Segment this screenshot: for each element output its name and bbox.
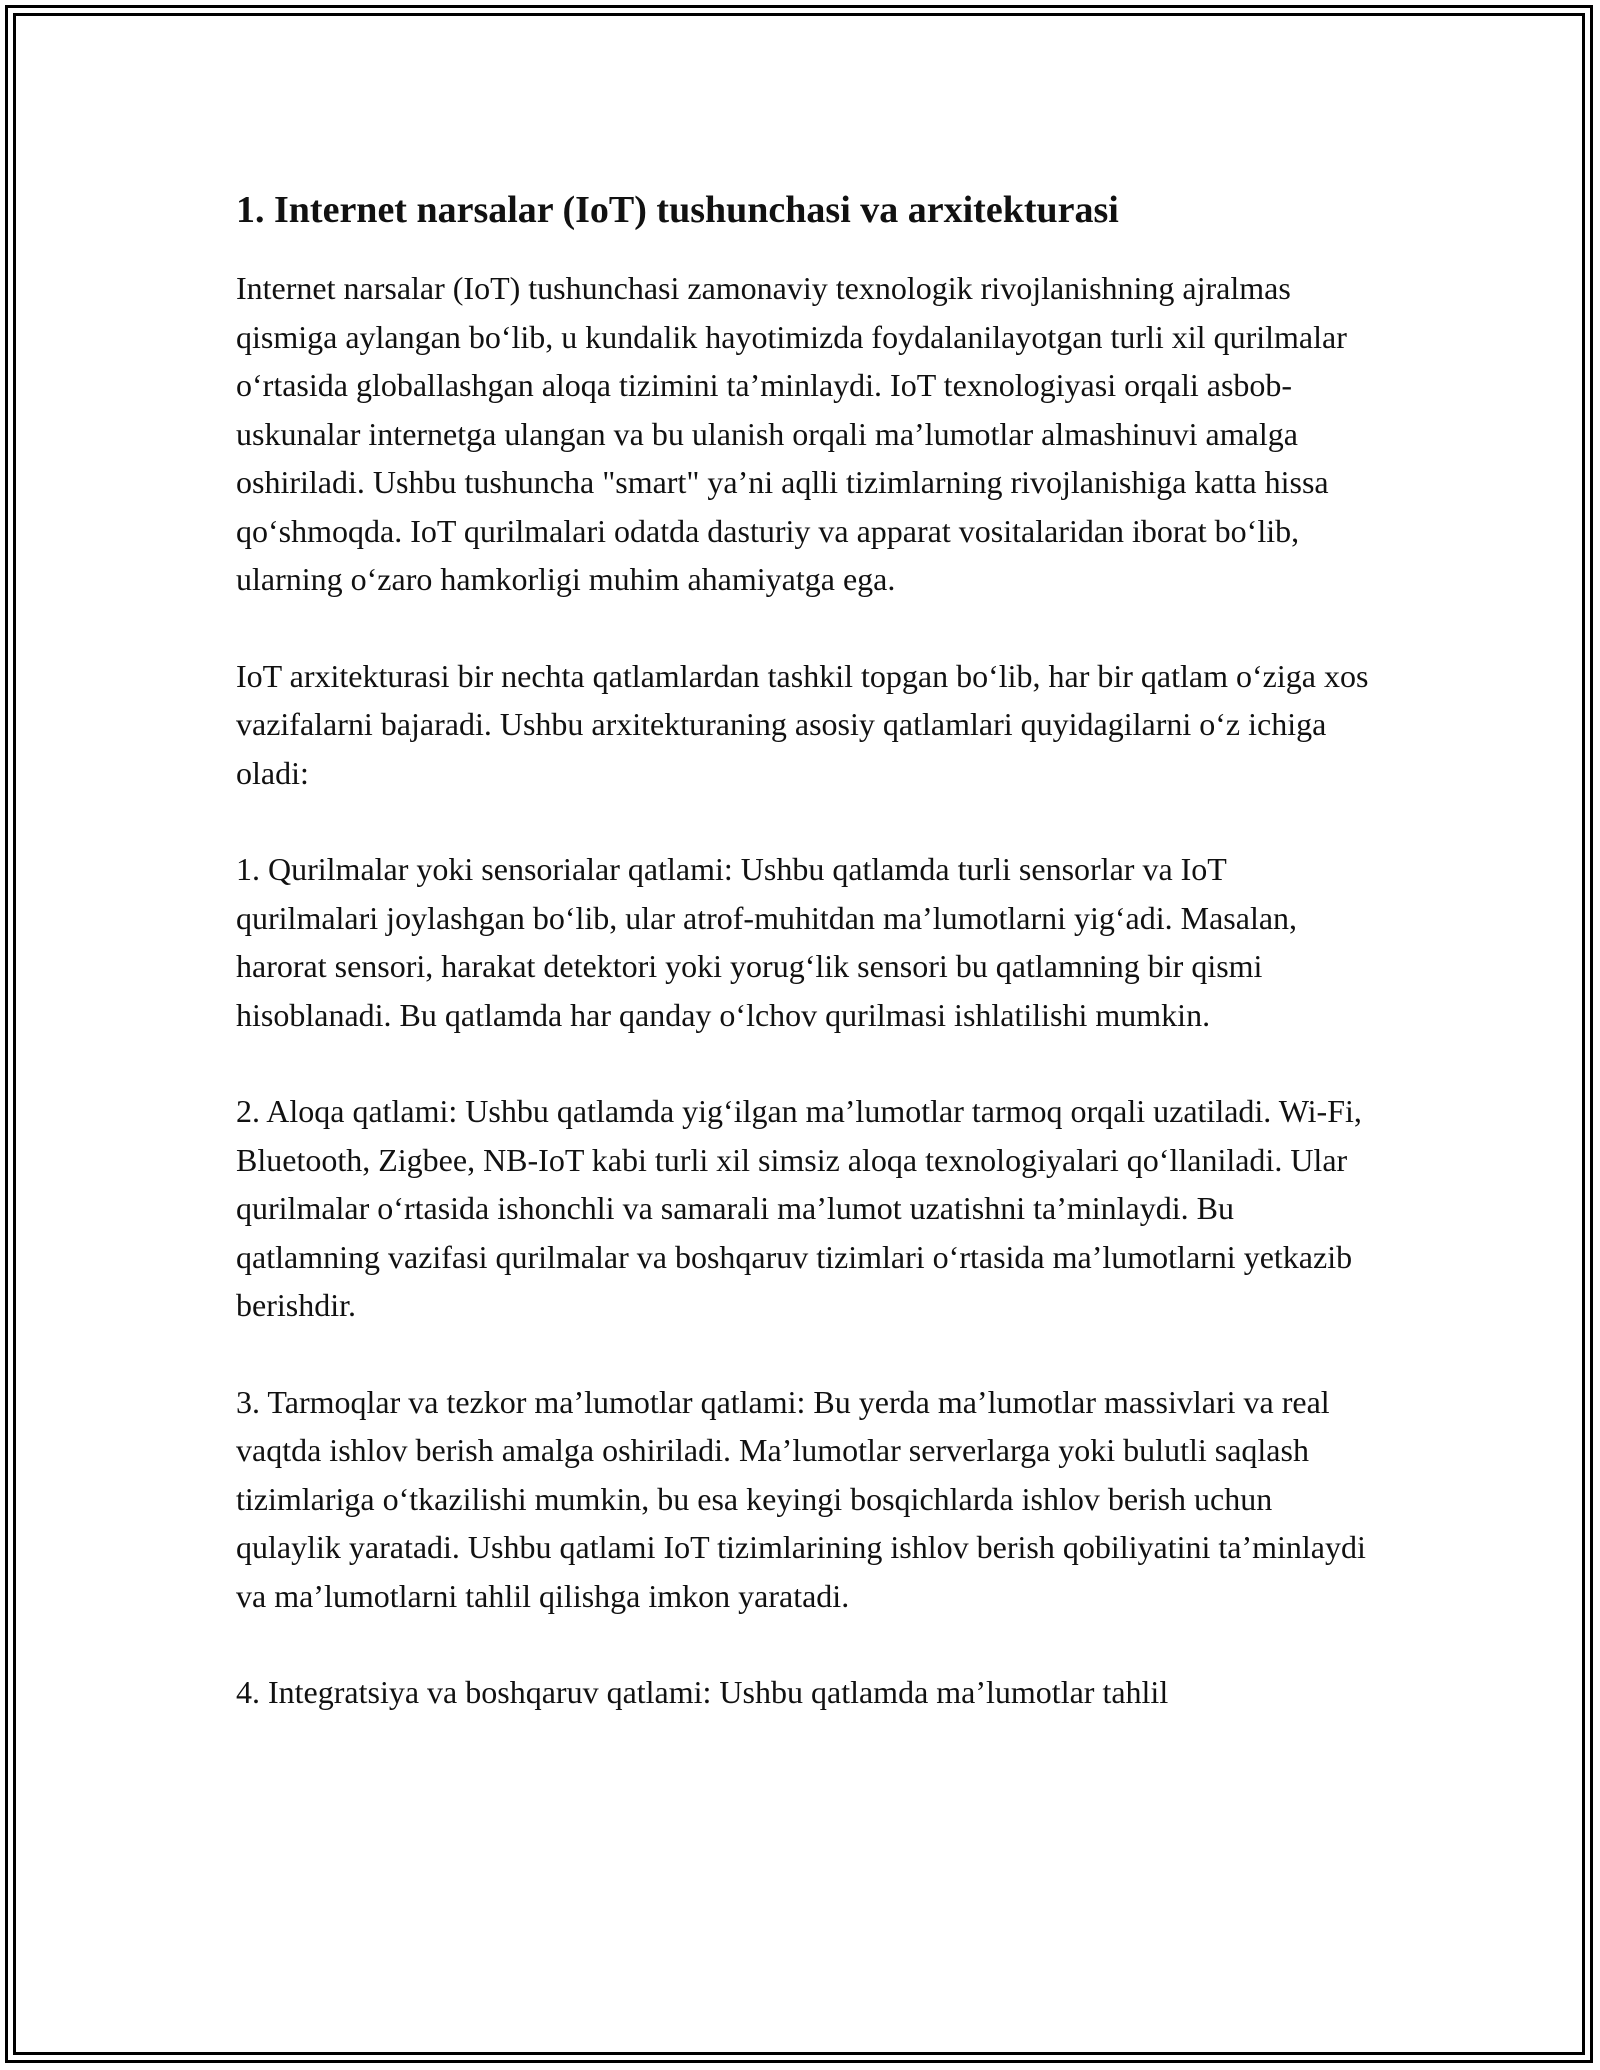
section-heading: 1. Internet narsalar (IoT) tushunchasi va arxitekturasi [236,189,1119,231]
paragraph-layer-communication: 2. Aloqa qatlami: Ushbu qatlamda yig‘ilgan ma’lumotlar tarmoq orqali uzatiladi. Wi-Fi, Bluetooth, Zigbee, NB-IoT kabi turli xil simsiz aloqa texnologiyalari qo‘llaniladi. Ular qurilmalar o‘rtasida ishonchli va samarali ma’lumot uzatishni ta’minlaydi. Bu qatlamning vazifasi qurilmalar va boshqaruv tizimlari o‘rtasida ma’lumotlarni yetkazib berishdir. [236,1093,1362,1323]
paragraph-layer-integration: 4. Integratsiya va boshqaruv qatlami: Ushbu qatlamda ma’lumotlar tahlil [236,1674,1169,1710]
paragraph-iot-concept: Internet narsalar (IoT) tushunchasi zamonaviy texnologik rivojlanishning ajralmas qismiga aylangan bo‘lib, u kundalik hayotimizda foydalanilayotgan turli xil qurilmalar o‘rtasida globallashgan aloqa tizimini ta’minlaydi. IoT texnologiyasi orqali asbob-uskunalar internetga ulangan va bu ulanish orqali ma’lumotlar almashinuvi amalga oshiriladi. Ushbu tushuncha "smart" ya’ni aqlli tizimlarning rivojlanishiga katta hissa qo‘shmoqda. IoT qurilmalari odatda dasturiy va apparat vositalaridan iborat bo‘lib, ularning o‘zaro hamkorligi muhim ahamiyatga ega. [236,270,1347,597]
paragraph-layer-devices: 1. Qurilmalar yoki sensorialar qatlami: Ushbu qatlamda turli sensorlar va IoT qurilmalari joylashgan bo‘lib, ular atrof-muhitdan ma’lumotlarni yig‘adi. Masalan, harorat sensori, harakat detektori yoki yorug‘lik sensori bu qatlamning bir qismi hisoblanadi. Bu qatlamda har qanday o‘lchov qurilmasi ishlatilishi mumkin. [236,851,1298,1033]
paragraph-layer-network-data: 3. Tarmoqlar va tezkor ma’lumotlar qatlami: Bu yerda ma’lumotlar massivlari va real vaqtda ishlov berish amalga oshiriladi. Ma’lumotlar serverlarga yoki bulutli saqlash tizimlariga o‘tkazilishi mumkin, bu esa keyingi bosqichlarda ishlov berish uchun qulaylik yaratadi. Ushbu qatlami IoT tizimlarining ishlov berish qobiliyatini ta’minlaydi va ma’lumotlarni tahlil qilishga imkon yaratadi. [236,1383,1366,1614]
document-body [236,186,1376,1717]
paragraph-architecture-intro: IoT arxitekturasi bir nechta qatlamlardan tashkil topgan bo‘lib, har bir qatlam o‘ziga xos vazifalarni bajaradi. Ushbu arxitekturaning asosiy qatlamlari quyidagilarni o‘z ichiga oladi: [236,657,1369,791]
